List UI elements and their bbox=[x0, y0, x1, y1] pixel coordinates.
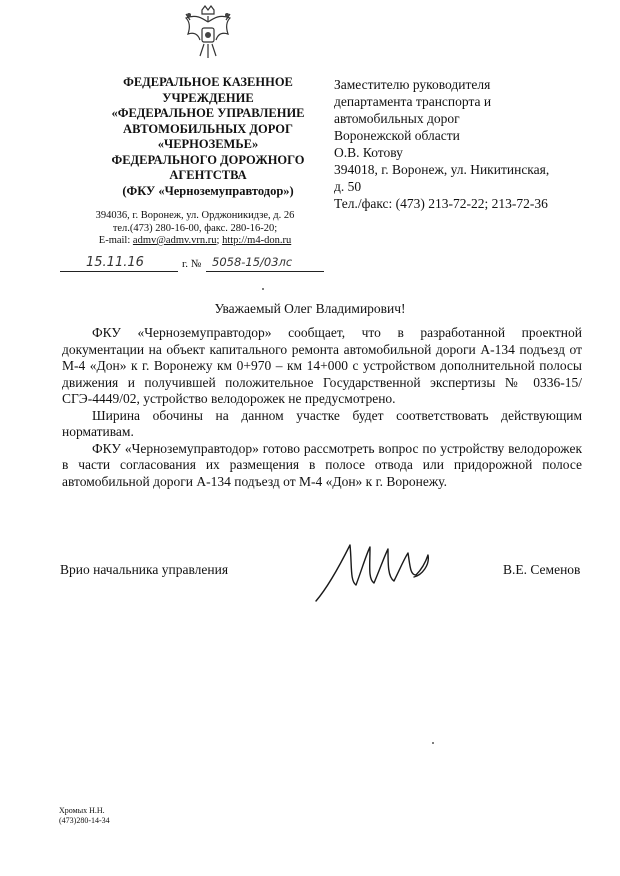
addressee-line: Воронежской области bbox=[334, 128, 460, 143]
sender-phone-fax: тел.(473) 280-16-00, факс. 280-16-20; bbox=[112, 222, 278, 234]
executor-info bbox=[59, 806, 110, 826]
registration-number-label: г. № bbox=[182, 258, 202, 270]
org-line: АГЕНТСТВА bbox=[169, 168, 247, 182]
body-paragraph: Ширина обочины на данном участке будет соответствовать действующим нормативам. bbox=[62, 407, 582, 439]
body-paragraph: ФКУ «Черноземуправтодор» готово рассмотреть вопрос по устройству велодорожек в части согласования их размещения в полосе отвода или придорожной полосе автомобильной дороги А-134 подъезд от М-4 «Дон» к г. Воронежу. bbox=[62, 440, 582, 489]
addressee-block bbox=[334, 76, 604, 212]
web-separator: ; bbox=[216, 235, 223, 246]
registration-line bbox=[60, 255, 330, 275]
addressee-line: Тел./факс: (473) 213-72-22; 213-72-36 bbox=[334, 196, 548, 211]
email-link[interactable]: admv@admv.vrn.ru bbox=[132, 235, 217, 246]
handwritten-signature bbox=[310, 535, 440, 607]
addressee-line: Заместителю руководителя bbox=[334, 77, 491, 92]
website-link[interactable]: http://m4-don.ru bbox=[222, 235, 292, 246]
registration-number: 5058-15/03лс bbox=[206, 255, 324, 272]
letter-greeting: Уважаемый Олег Владимирович! bbox=[214, 301, 406, 316]
executor-name: Хромых Н.Н. bbox=[59, 806, 105, 815]
coat-of-arms-emblem bbox=[180, 4, 236, 64]
org-line: «ФЕДЕРАЛЬНОЕ УПРАВЛЕНИЕ bbox=[111, 106, 305, 120]
signatory-title: Врио начальника управления bbox=[60, 562, 229, 577]
sender-organization bbox=[88, 75, 328, 199]
org-line: (ФКУ «Черноземуправтодор») bbox=[122, 183, 294, 198]
signatory-name: В.Е. Семенов bbox=[503, 562, 581, 577]
letter-body bbox=[62, 325, 582, 490]
addressee-line: О.В. Котову bbox=[334, 145, 403, 160]
addressee-line: департамента транспорта и bbox=[334, 94, 492, 109]
sender-email-web bbox=[80, 235, 310, 248]
registration-date: 15.11.16 bbox=[60, 255, 178, 272]
org-line: АВТОМОБИЛЬНЫХ ДОРОГ bbox=[123, 121, 293, 136]
scan-speck bbox=[262, 288, 264, 290]
addressee-line: автомобильных дорог bbox=[334, 111, 460, 126]
addressee-line: д. 50 bbox=[334, 179, 362, 194]
org-line: ФЕДЕРАЛЬНОГО ДОРОЖНОГО bbox=[111, 152, 305, 167]
org-line: «ЧЕРНОЗЕМЬЕ» bbox=[157, 137, 259, 151]
scan-speck bbox=[432, 742, 434, 744]
org-line: УЧРЕЖДЕНИЕ bbox=[162, 90, 254, 105]
org-line: ФЕДЕРАЛЬНОЕ КАЗЕННОЕ bbox=[123, 75, 293, 89]
addressee-line: 394018, г. Воронеж, ул. Никитинская, bbox=[334, 162, 550, 177]
sender-contacts bbox=[80, 210, 310, 248]
sender-address: 394036, г. Воронеж, ул. Орджоникидзе, д. 26 bbox=[95, 210, 295, 221]
body-paragraph: ФКУ «Черноземуправтодор» сообщает, что в разработанной проектной документации на объект капитального ремонта автомобильной дороги А-134 подъезд от М-4 «Дон» к г. Воронежу км 0+970 – км 14+000 с устройством дополнительной полосы движения и получившей положительное Государственной экспертизы № 0336-15/СГЭ-4449/02, устройство велодорожек не предусмотрено. bbox=[62, 325, 582, 406]
executor-phone: (473)280-14-34 bbox=[59, 816, 110, 825]
email-label: E-mail: bbox=[98, 235, 133, 246]
